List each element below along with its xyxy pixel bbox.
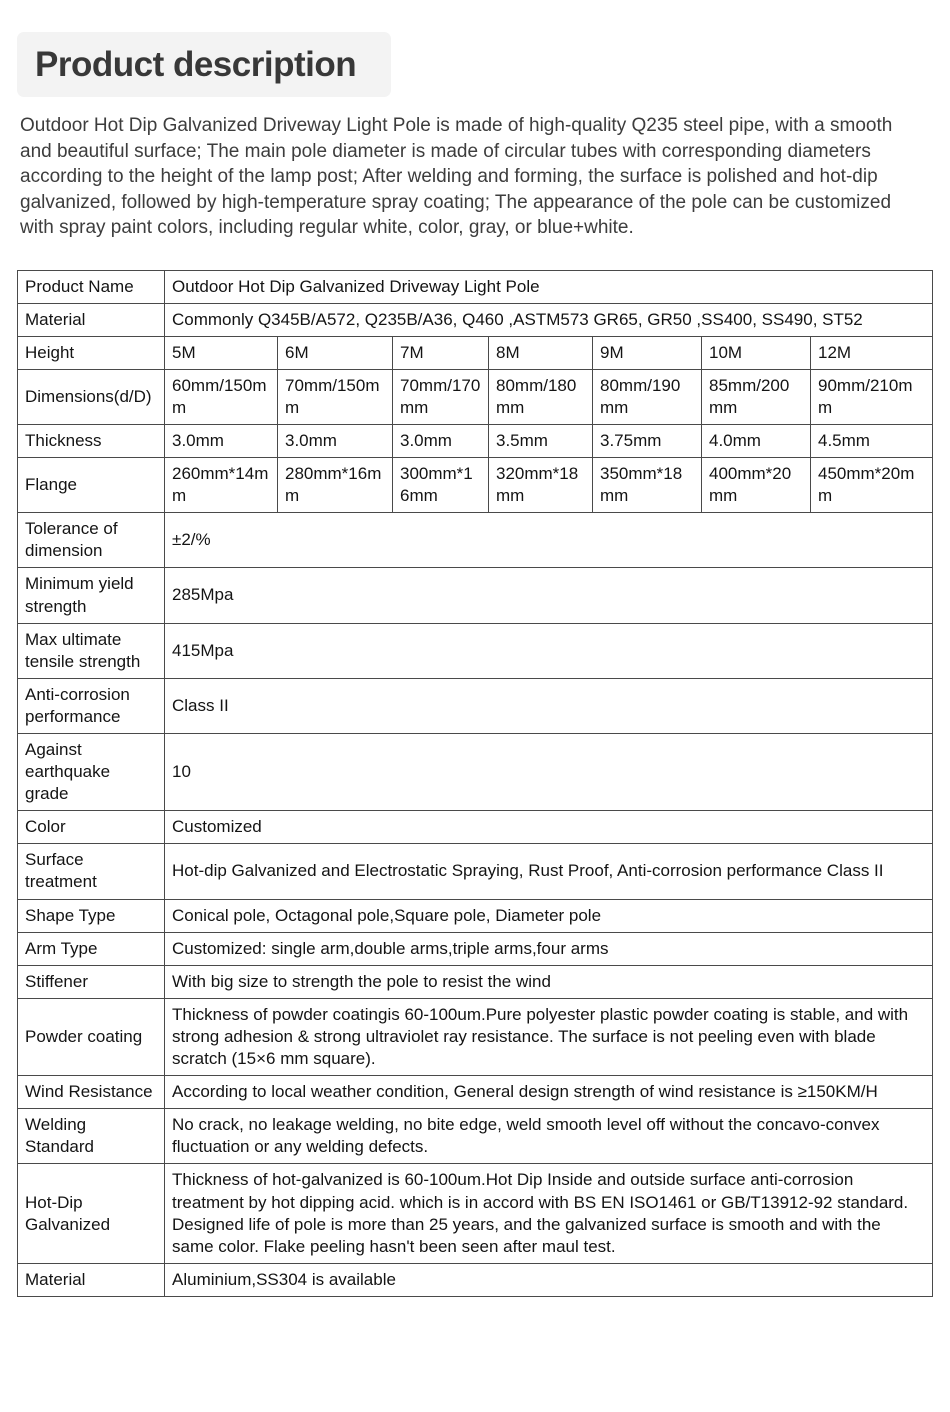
spec-value: Thickness of powder coatingis 60-100um.Pure polyester plastic powder coating is stable, and with strong adhesion & strong ultraviolet ray resistance. The surface is not peeling even with blade scratch (15×6 mm square).	[165, 998, 933, 1075]
table-row	[18, 458, 933, 513]
spec-value: 4.5mm	[811, 424, 933, 457]
table-row	[18, 303, 933, 336]
spec-label: Arm Type	[18, 932, 165, 965]
spec-label: Material	[18, 1263, 165, 1296]
spec-value: 260mm*14mm	[165, 458, 278, 513]
table-row	[18, 965, 933, 998]
spec-value: 4.0mm	[702, 424, 811, 457]
product-intro-paragraph: Outdoor Hot Dip Galvanized Driveway Light Pole is made of high-quality Q235 steel pipe, with a smooth and beautiful surface; The main pole diameter is made of circular tubes with corresponding diameters according to the height of the lamp post; After welding and forming, the surface is polished and hot-dip galvanized, followed by high-temperature spray coating; The appearance of the pole can be customized with spray paint colors, including regular white, color, gray, or blue+white.	[20, 115, 893, 238]
spec-value: 3.0mm	[165, 424, 278, 457]
table-row	[18, 1109, 933, 1164]
spec-value: 10M	[702, 336, 811, 369]
table-row	[18, 270, 933, 303]
spec-value: 5M	[165, 336, 278, 369]
spec-value: 3.5mm	[489, 424, 593, 457]
table-row	[18, 932, 933, 965]
spec-value: According to local weather condition, General design strength of wind resistance is ≥150KM/H	[165, 1076, 933, 1109]
spec-label: Shape Type	[18, 899, 165, 932]
spec-value: 12M	[811, 336, 933, 369]
spec-label: Wind Resistance	[18, 1076, 165, 1109]
spec-label: Height	[18, 336, 165, 369]
table-row	[18, 513, 933, 568]
table-row	[18, 678, 933, 733]
table-row	[18, 844, 933, 899]
spec-value: 8M	[489, 336, 593, 369]
spec-value: 300mm*16mm	[393, 458, 489, 513]
spec-value: Hot-dip Galvanized and Electrostatic Spraying, Rust Proof, Anti-corrosion performance Class II	[165, 844, 933, 899]
spec-value: 3.0mm	[278, 424, 393, 457]
table-row	[18, 734, 933, 811]
spec-value: 80mm/180mm	[489, 369, 593, 424]
spec-value: 6M	[278, 336, 393, 369]
table-row	[18, 623, 933, 678]
spec-value: 70mm/170mm	[393, 369, 489, 424]
spec-value: Customized: single arm,double arms,triple arms,four arms	[165, 932, 933, 965]
spec-value: 450mm*20mm	[811, 458, 933, 513]
spec-label: Minimum yield strength	[18, 568, 165, 623]
spec-label: Color	[18, 811, 165, 844]
table-row	[18, 811, 933, 844]
spec-value: 285Mpa	[165, 568, 933, 623]
table-row	[18, 899, 933, 932]
table-row	[18, 424, 933, 457]
spec-value: 280mm*16mm	[278, 458, 393, 513]
spec-label: Dimensions(d/D)	[18, 369, 165, 424]
spec-value: 70mm/150mm	[278, 369, 393, 424]
spec-label: Product Name	[18, 270, 165, 303]
spec-label: Max ultimate tensile strength	[18, 623, 165, 678]
spec-label: Surface treatment	[18, 844, 165, 899]
spec-value: 3.0mm	[393, 424, 489, 457]
spec-value: 60mm/150mm	[165, 369, 278, 424]
spec-label: Welding Standard	[18, 1109, 165, 1164]
spec-value: Aluminium,SS304 is available	[165, 1263, 933, 1296]
table-row	[18, 568, 933, 623]
spec-value: 90mm/210mm	[811, 369, 933, 424]
spec-value: Customized	[165, 811, 933, 844]
table-row	[18, 336, 933, 369]
table-row	[18, 1076, 933, 1109]
spec-value: With big size to strength the pole to resist the wind	[165, 965, 933, 998]
table-row	[18, 369, 933, 424]
spec-value: 7M	[393, 336, 489, 369]
spec-label: Anti-corrosion performance	[18, 678, 165, 733]
spec-label: Tolerance of dimension	[18, 513, 165, 568]
table-row	[18, 1263, 933, 1296]
spec-value: 80mm/190mm	[593, 369, 702, 424]
specs-table	[17, 270, 933, 1297]
spec-label: Stiffener	[18, 965, 165, 998]
spec-label: Against earthquake grade	[18, 734, 165, 811]
spec-label: Thickness	[18, 424, 165, 457]
spec-value: 415Mpa	[165, 623, 933, 678]
spec-value: Commonly Q345B/A572, Q235B/A36, Q460 ,ASTM573 GR65, GR50 ,SS400, SS490, ST52	[165, 303, 933, 336]
table-row	[18, 998, 933, 1075]
table-row	[18, 1164, 933, 1263]
spec-value: 320mm*18mm	[489, 458, 593, 513]
spec-value: 9M	[593, 336, 702, 369]
spec-value: 400mm*20mm	[702, 458, 811, 513]
page-title: Product description	[35, 44, 357, 84]
spec-label: Powder coating	[18, 998, 165, 1075]
spec-label: Hot-Dip Galvanized	[18, 1164, 165, 1263]
spec-value: Conical pole, Octagonal pole,Square pole, Diameter pole	[165, 899, 933, 932]
spec-value: ±2/%	[165, 513, 933, 568]
spec-value: Thickness of hot-galvanized is 60-100um.Hot Dip Inside and outside surface anti-corrosion treatment by hot dipping acid. which is in accord with BS EN ISO1461 or GB/T13912-92 standard. Designed life of pole is more than 25 years, and the galvanized surface is smooth and with the same color. Flake peeling hasn't been seen after maul test.	[165, 1164, 933, 1263]
spec-value: 3.75mm	[593, 424, 702, 457]
spec-value: 10	[165, 734, 933, 811]
specs-table-body	[18, 270, 933, 1296]
spec-value: 85mm/200mm	[702, 369, 811, 424]
spec-label: Material	[18, 303, 165, 336]
spec-value: Outdoor Hot Dip Galvanized Driveway Light Pole	[165, 270, 933, 303]
spec-value: No crack, no leakage welding, no bite edge, weld smooth level off without the concavo-convex fluctuation or any welding defects.	[165, 1109, 933, 1164]
spec-value: Class II	[165, 678, 933, 733]
page-title-badge	[17, 32, 391, 97]
spec-label: Flange	[18, 458, 165, 513]
spec-value: 350mm*18mm	[593, 458, 702, 513]
